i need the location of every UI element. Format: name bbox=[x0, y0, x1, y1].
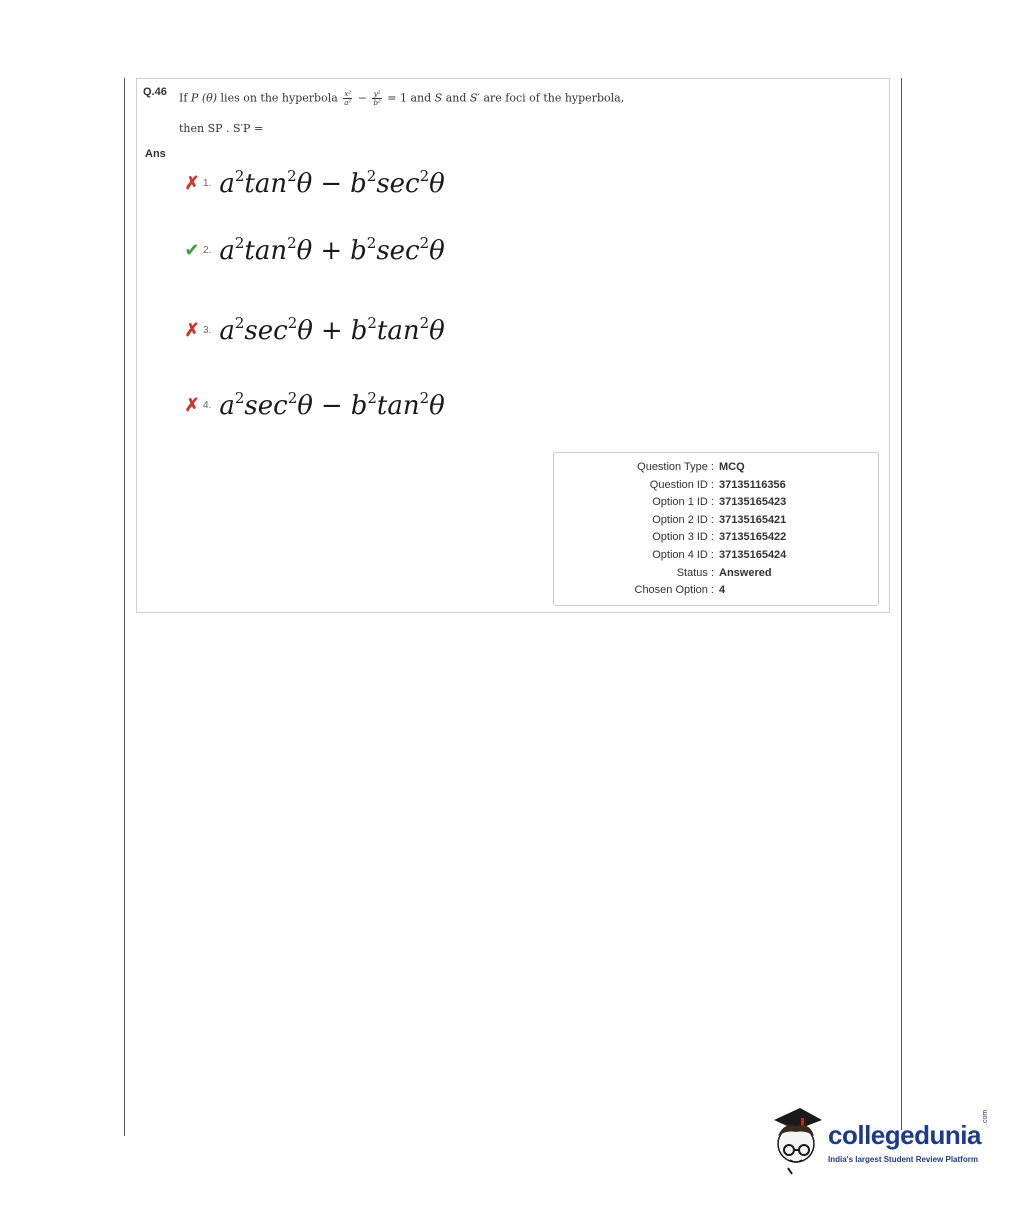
question-text-line2: then SP . S′P = bbox=[179, 122, 264, 135]
formula-exponent: 2 bbox=[419, 389, 430, 407]
formula-term: tan bbox=[376, 316, 420, 346]
option-number: 2. bbox=[203, 244, 212, 256]
info-row bbox=[554, 549, 878, 565]
formula-term: θ bbox=[297, 316, 313, 346]
option-formula bbox=[219, 389, 444, 421]
formula-term: a bbox=[219, 169, 235, 199]
formula-term: θ bbox=[429, 236, 445, 266]
page-right-rule bbox=[901, 78, 902, 1130]
answer-label: Ans bbox=[145, 148, 166, 160]
option-formula bbox=[219, 234, 444, 266]
formula-term: θ bbox=[296, 169, 313, 199]
fraction-y2-b2 bbox=[372, 90, 381, 107]
info-row bbox=[554, 531, 878, 547]
formula-exponent: 2 bbox=[234, 314, 245, 332]
answer-option-2 bbox=[184, 230, 445, 270]
frac1-numerator: x² bbox=[344, 90, 352, 98]
info-row bbox=[554, 496, 878, 512]
check-icon: ✔ bbox=[184, 240, 200, 260]
q-text-pre: If bbox=[179, 91, 191, 105]
formula-term: θ bbox=[429, 169, 445, 199]
formula-exponent: 2 bbox=[419, 314, 430, 332]
cross-icon: ✗ bbox=[184, 320, 200, 340]
logo-wordmark: collegedunia bbox=[828, 1120, 981, 1150]
option-formula bbox=[219, 167, 444, 199]
info-row bbox=[554, 584, 878, 600]
info-value: 37135165424 bbox=[719, 549, 787, 561]
logo-tagline: India's largest Student Review Platform bbox=[828, 1155, 978, 1164]
q-focus-s-prime: S′ bbox=[469, 91, 480, 105]
formula-term: θ bbox=[429, 316, 445, 346]
info-value: MCQ bbox=[719, 461, 745, 473]
q-text-mid: lies on the hyperbola bbox=[217, 91, 342, 105]
cross-icon: ✗ bbox=[184, 173, 200, 193]
formula-term: tan bbox=[376, 391, 420, 421]
formula-term: b bbox=[350, 316, 368, 346]
formula-exponent: 2 bbox=[366, 234, 377, 252]
q-text-post: are foci of the hyperbola, bbox=[479, 91, 625, 105]
formula-operator: + bbox=[320, 316, 343, 346]
answer-option-1 bbox=[184, 163, 445, 203]
formula-term: b bbox=[350, 236, 367, 266]
option-number: 1. bbox=[203, 177, 212, 189]
info-value: 4 bbox=[719, 584, 726, 597]
option-number: 4. bbox=[203, 399, 212, 411]
formula-exponent: 2 bbox=[366, 167, 377, 185]
answer-option-3 bbox=[184, 310, 445, 350]
option-number: 3. bbox=[203, 324, 212, 336]
formula-exponent: 2 bbox=[367, 314, 377, 332]
info-label: Question ID : bbox=[649, 478, 714, 491]
info-value: 37135165421 bbox=[719, 513, 787, 526]
mascot-icon bbox=[774, 1108, 822, 1174]
formula-operator: − bbox=[320, 169, 343, 199]
info-label: Chosen Option : bbox=[634, 584, 714, 597]
info-value: 37135165423 bbox=[719, 496, 787, 509]
q-equals: = 1 and bbox=[383, 91, 435, 105]
info-row bbox=[554, 567, 878, 583]
info-label: Question Type : bbox=[637, 461, 714, 473]
info-label: Option 1 ID : bbox=[652, 496, 714, 509]
q-point: P (θ) bbox=[190, 91, 218, 105]
formula-exponent: 2 bbox=[419, 167, 430, 185]
question-number: Q.46 bbox=[143, 86, 167, 98]
formula-term: a bbox=[219, 391, 235, 421]
answer-option-4 bbox=[184, 385, 445, 425]
formula-term: θ bbox=[297, 391, 313, 421]
formula-term: b bbox=[350, 391, 368, 421]
info-label: Option 2 ID : bbox=[652, 513, 714, 526]
formula-term: sec bbox=[376, 236, 420, 266]
info-row bbox=[554, 461, 878, 477]
q-minus: − bbox=[354, 91, 371, 105]
formula-term: sec bbox=[244, 391, 288, 421]
info-value: 37135116356 bbox=[719, 478, 786, 491]
formula-term: b bbox=[350, 169, 367, 199]
formula-exponent: 2 bbox=[287, 234, 297, 252]
formula-exponent: 2 bbox=[234, 389, 245, 407]
info-label: Status : bbox=[676, 566, 714, 579]
formula-term: θ bbox=[296, 236, 313, 266]
formula-term: tan bbox=[244, 169, 288, 199]
formula-term: θ bbox=[429, 391, 445, 421]
info-row bbox=[554, 479, 878, 495]
page-left-rule bbox=[124, 78, 125, 1136]
option-formula bbox=[219, 314, 444, 346]
formula-term: sec bbox=[376, 169, 420, 199]
info-label: Option 4 ID : bbox=[652, 549, 714, 561]
q-and: and bbox=[442, 91, 470, 105]
formula-operator: + bbox=[320, 236, 343, 266]
formula-operator: − bbox=[320, 391, 343, 421]
formula-term: tan bbox=[244, 236, 288, 266]
formula-term: a bbox=[219, 316, 235, 346]
formula-term: sec bbox=[244, 316, 288, 346]
info-row bbox=[554, 514, 878, 530]
fraction-x2-a2 bbox=[343, 90, 352, 107]
info-value: 37135165422 bbox=[719, 531, 787, 544]
formula-exponent: 2 bbox=[287, 167, 297, 185]
cross-icon: ✗ bbox=[184, 395, 200, 415]
logo-suffix: .com bbox=[982, 1109, 989, 1125]
formula-exponent: 2 bbox=[419, 234, 430, 252]
formula-exponent: 2 bbox=[367, 389, 377, 407]
frac2-numerator: y² bbox=[373, 90, 381, 98]
frac2-denominator: b² bbox=[373, 99, 381, 107]
frac1-denominator: a² bbox=[344, 99, 352, 107]
formula-exponent: 2 bbox=[287, 389, 298, 407]
q-focus-s: S bbox=[434, 91, 443, 105]
info-label: Option 3 ID : bbox=[652, 531, 714, 544]
formula-exponent: 2 bbox=[287, 314, 298, 332]
question-info-box bbox=[553, 452, 879, 606]
question-text-line1 bbox=[179, 90, 624, 107]
formula-exponent: 2 bbox=[234, 234, 245, 252]
formula-term: a bbox=[219, 236, 235, 266]
info-value: Answered bbox=[719, 566, 772, 579]
formula-exponent: 2 bbox=[234, 167, 245, 185]
